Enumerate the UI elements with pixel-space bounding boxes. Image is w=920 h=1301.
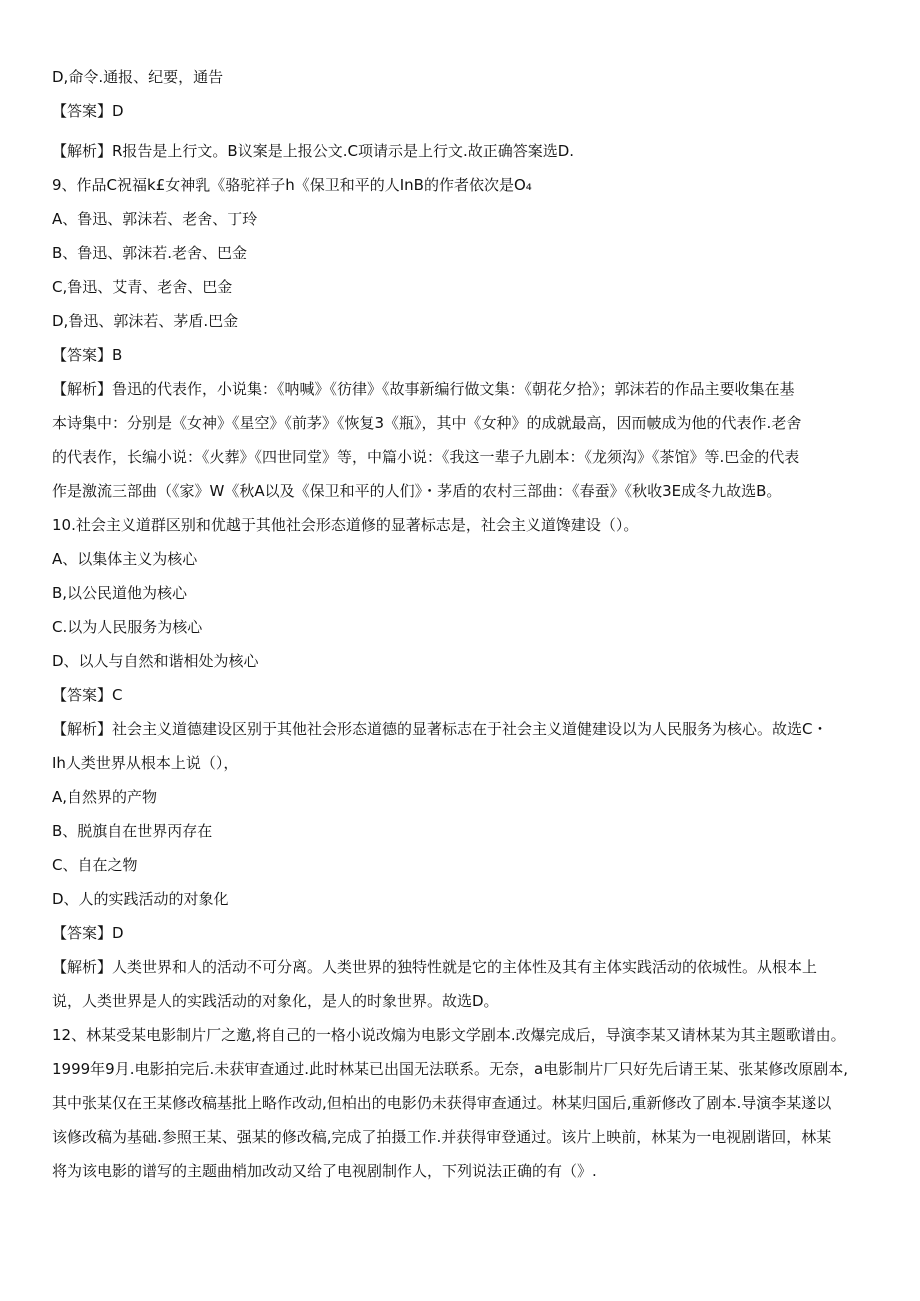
q10-explanation: 【解析】社会主义道德建设区别于其他社会形态道德的显著标志在于社会主义道健建设以为人民服务为核心。故选C・ [52,720,828,738]
q9-explanation [52,372,880,508]
q12-line: 1999年9月.电影拍完后.未获审查通过.此时林某已出国无法联系。无奈，a电影制片厂只好先后请王某、张某修改原剧本, [52,1060,848,1078]
q9-explanation-line: 【解析】鲁迅的代表作，小说集：《呐喊》《彷律》《故事新编行做文集：《朝花夕拾》；郭沫若的作品主要收集在基 [52,380,795,398]
q9-option-d: D,鲁迅、郭沫若、茅盾.巴金 [52,312,239,330]
q11-explanation [52,950,880,1018]
q12-line: 该修改稿为基础.参照王某、强某的修改稿,完成了拍摄工作.并获得审登通过。该片上映前，林某为一电视剧谐回，林某 [52,1128,832,1146]
q11-option-a: A,自然界的产物 [52,788,158,806]
q10-option-b: B,以公民道他为核心 [52,584,188,602]
q11-option-c: C、自在之物 [52,856,138,874]
q11-explanation-line: 【解析】人类世界和人的活动不可分离。人类世界的独特性就是它的主体性及其有主体实践活动的依城性。从根本上 [52,958,818,976]
answer-prev: 【答案】D [52,102,124,120]
q9-explanation-line: 本诗集中：分别是《女神》《星空》《前茅》《恢复3《瓶》，其中《女种》的成就最高，因而帔成为他的代表作.老舍 [52,414,802,432]
q10-option-d: D、以人与自然和谐相处为核心 [52,652,259,670]
q11-option-d: D、人的实践活动的对象化 [52,890,229,908]
question-9: 9、作品C祝福k£女神乳《骆驼祥子h《保卫和平的人InB的作者依次是O₄ [52,176,532,194]
q12-line: 将为该电影的谱写的主题曲梢加改动又给了电视剧制作人，下列说法正确的有（》. [52,1162,597,1180]
question-12 [52,1018,880,1188]
q12-line: 其中张某仅在王某修改稿基批上略作改动,但柏出的电影仍未获得审查通过。林某归国后,重新修改了剧本.导演李某遂以 [52,1094,832,1112]
q9-explanation-line: 的代表作，长编小说：《火葬》《四世同堂》等，中篇小说：《我这一辈子九剧本：《龙须沟》《茶馆》等.巴金的代表 [52,448,800,466]
q11-explanation-line: 说，人类世界是人的实践活动的对象化，是人的时象世界。故选D。 [52,992,499,1010]
q9-explanation-line: 作是激流三部曲（《家》W《秋A以及《保卫和平的人们》・茅盾的农村三部曲：《春蚕》《秋收3E成冬九故选B。 [52,482,782,500]
question-11: Ih人类世界从根本上说（）， [52,754,239,772]
q9-answer: 【答案】B [52,346,123,364]
q11-answer: 【答案】D [52,924,124,942]
q9-option-c: C,鲁迅、艾青、老舍、巴金 [52,278,233,296]
q10-option-a: A、以集体主义为核心 [52,550,198,568]
q10-answer: 【答案】C [52,686,123,704]
q9-option-b: B、鲁迅、郭沫若.老舍、巴金 [52,244,248,262]
q12-line: 12、林某受某电影制片厂之邀,将自己的一格小说改煽为电影文学剧本.改爆完成后，导演李某又请林某为其主题歌谱由。 [52,1026,846,1044]
option-d-prev: D,命令.通报、纪要，通告 [52,68,224,86]
explanation-prev: 【解析】R报告是上行文。B议案是上报公文.C项请示是上行文.故正确答案选D. [52,142,575,160]
q9-option-a: A、鲁迅、郭沫若、老舍、丁玲 [52,210,258,228]
question-10: 10.社会主义道群区别和优越于其他社会形态道修的显著标志是，社会主义道馋建设（）。 [52,516,639,534]
q10-option-c: C.以为人民服务为核心 [52,618,203,636]
q11-option-b: B、脱旗自在世界丙存在 [52,822,213,840]
